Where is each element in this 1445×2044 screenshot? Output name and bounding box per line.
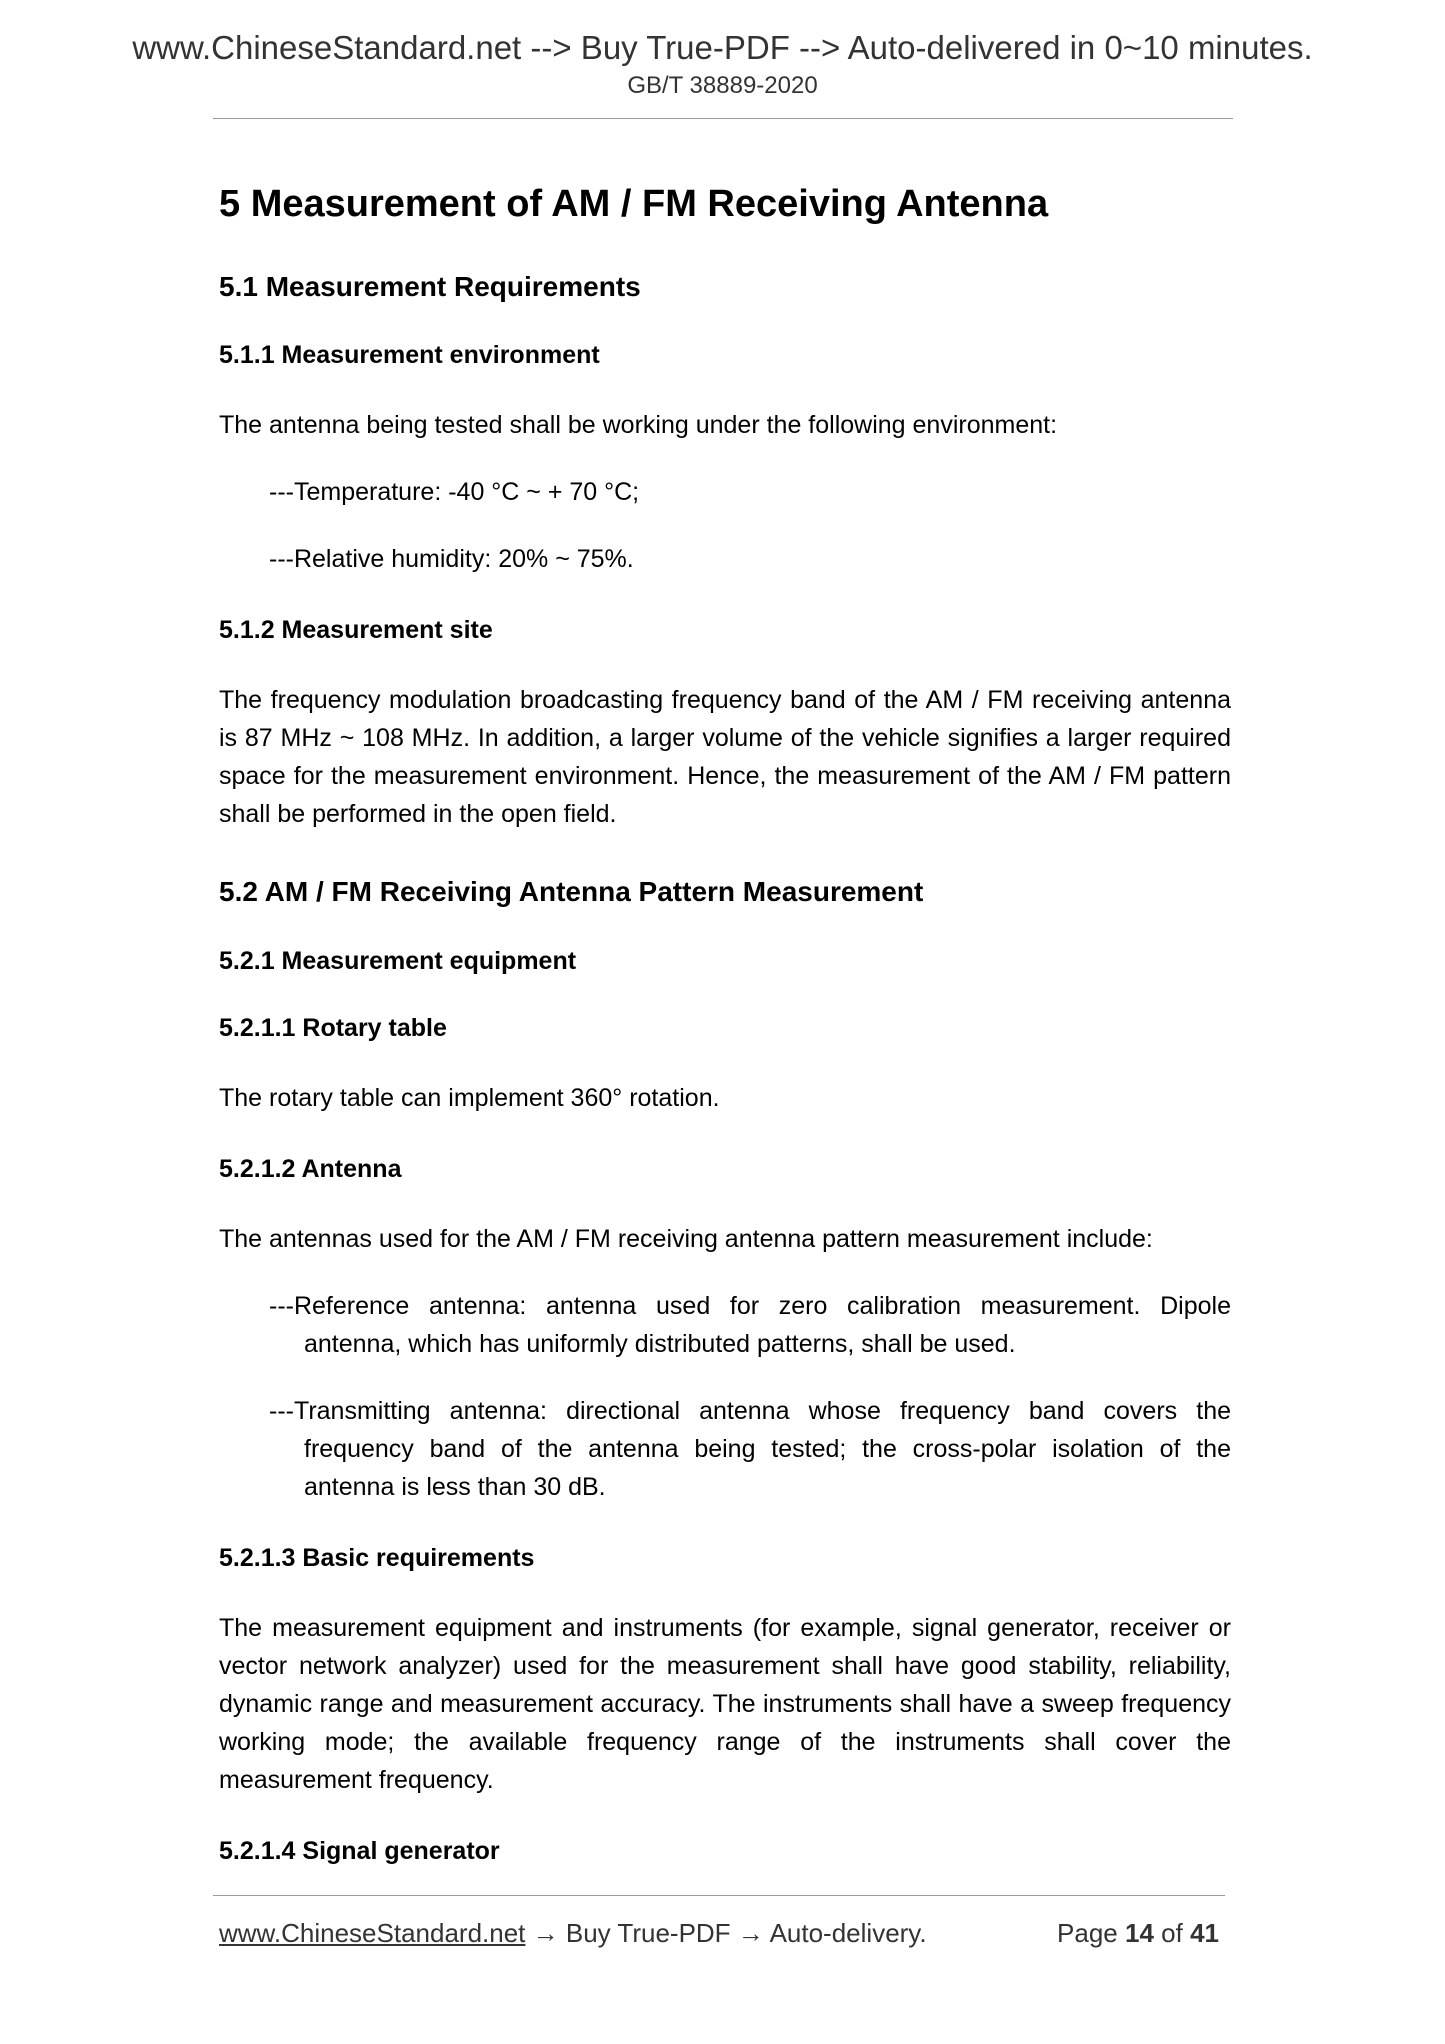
list-item-reference-antenna: ---Reference antenna: antenna used for zero calibration measurement. Dipole antenna, which has uniformly distributed patterns, shall be used.	[269, 1291, 1231, 1358]
page-footer	[219, 1918, 1219, 1949]
site-banner: www.ChineseStandard.net --> Buy True-PDF --> Auto-delivered in 0~10 minutes.	[132, 29, 1313, 66]
list-item-humidity: ---Relative humidity: 20% ~ 75%.	[269, 545, 634, 574]
page-number: 14	[1125, 1918, 1154, 1948]
heading-5-2-1-4: 5.2.1.4 Signal generator	[219, 1836, 500, 1865]
of-label: of	[1161, 1918, 1183, 1948]
paragraph-basic-requirements: The measurement equipment and instruments (for example, signal generator, receiver or vector network analyzer) used for the measurement shall have good stability, reliability, dynamic range and measurement accuracy. The instruments shall have a sweep frequency working mode; the available frequency range of the instruments shall cover the measurement frequency.	[219, 1613, 1231, 1794]
list-item-transmitting-antenna: ---Transmitting antenna: directional antenna whose frequency band covers the frequency band of the antenna being tested; the cross-polar isolation of the antenna is less than 30 dB.	[269, 1396, 1231, 1501]
footer-divider	[213, 1895, 1225, 1896]
standard-code: GB/T 38889-2020	[627, 72, 818, 99]
heading-5-1: 5.1 Measurement Requirements	[219, 270, 641, 302]
paragraph-environment-intro: The antenna being tested shall be working under the following environment:	[219, 411, 1058, 440]
header-divider	[213, 118, 1233, 119]
heading-5-2-1-3: 5.2.1.3 Basic requirements	[219, 1543, 535, 1572]
page-label: Page	[1057, 1918, 1118, 1948]
footer-tagline: → Buy True-PDF → Auto-delivery.	[525, 1918, 927, 1948]
paragraph-rotary-table: The rotary table can implement 360° rotation.	[219, 1083, 720, 1112]
section-title: 5 Measurement of AM / FM Receiving Antenna	[219, 183, 1049, 225]
heading-5-1-2: 5.1.2 Measurement site	[219, 616, 493, 645]
heading-5-2-1: 5.2.1 Measurement equipment	[219, 946, 577, 975]
paragraph-measurement-site: The frequency modulation broadcasting frequency band of the AM / FM receiving antenna is 87 MHz ~ 108 MHz. In addition, a larger volume of the vehicle signifies a larger required space for the measurement environment. Hence, the measurement of the AM / FM pattern shall be performed in the open field.	[219, 686, 1231, 829]
heading-5-1-1: 5.1.1 Measurement environment	[219, 341, 600, 370]
document-body	[219, 170, 1231, 1866]
heading-5-2: 5.2 AM / FM Receiving Antenna Pattern Measurement	[219, 876, 924, 908]
page-indicator	[1057, 1918, 1219, 1949]
list-item-temperature: ---Temperature: -40 °C ~ + 70 °C;	[269, 478, 640, 507]
footer-site-link[interactable]: www.ChineseStandard.net	[219, 1918, 526, 1948]
heading-5-2-1-1: 5.2.1.1 Rotary table	[219, 1013, 447, 1042]
paragraph-antenna-intro: The antennas used for the AM / FM receiving antenna pattern measurement include:	[219, 1224, 1153, 1253]
heading-5-2-1-2: 5.2.1.2 Antenna	[219, 1154, 402, 1183]
page-total: 41	[1190, 1918, 1219, 1948]
